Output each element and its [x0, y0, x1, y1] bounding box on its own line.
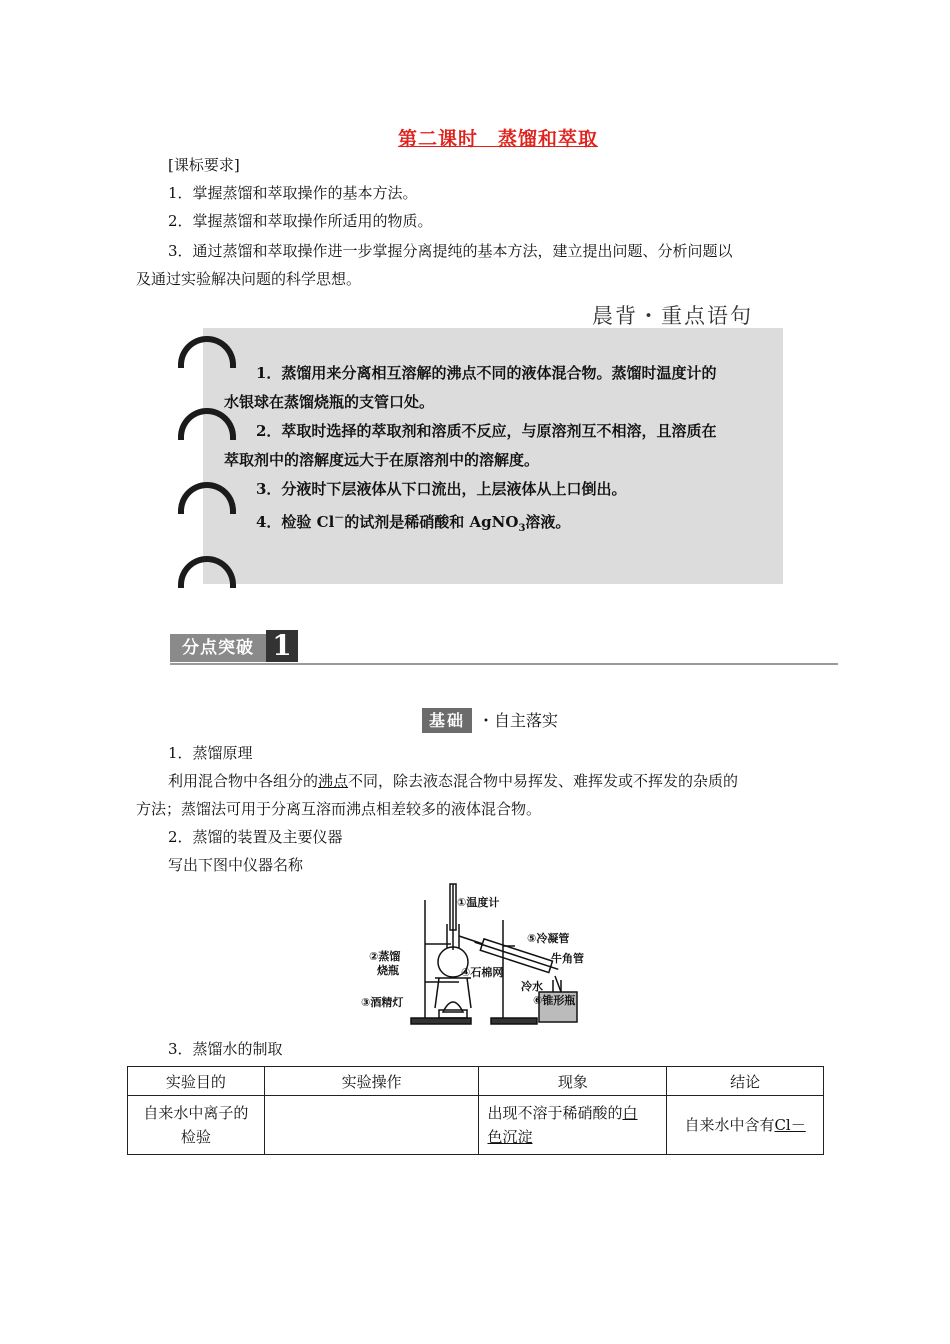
- morning-recite-banner: 晨背・重点语句: [592, 304, 753, 328]
- distillation-apparatus-diagram: [355, 880, 595, 1030]
- label-condenser: ⑤冷凝管: [527, 932, 570, 945]
- section-badge: 分点突破: [170, 634, 266, 662]
- key-sentence-4: 4．检验 Cl－的试剂是稀硝酸和 AgNO$_3$溶液。: [256, 513, 571, 534]
- experiment-table: [127, 1066, 824, 1155]
- requirement-item-3: 3．通过蒸馏和萃取操作进一步掌握分离提纯的基本方法，建立提出问题、分析问题以: [168, 242, 733, 260]
- label-lamp: ③酒精灯: [361, 996, 404, 1009]
- label-adapter: 牛角管: [551, 952, 584, 965]
- paragraph-principle: 利用混合物中各组分的沸点不同，除去液态混合物中易挥发、难挥发或不挥发的杂质的: [168, 772, 739, 790]
- label-erlenmeyer: ⑥锥形瓶: [533, 994, 576, 1007]
- requirement-item-2: 2．掌握蒸馏和萃取操作所适用的物质。: [168, 212, 433, 230]
- requirement-item-3-cont: 及通过实验解决问题的科学思想。: [136, 270, 362, 288]
- table-row: [128, 1096, 824, 1155]
- label-flask-2: 烧瓶: [377, 964, 399, 977]
- table-header-phenomenon: 现象: [479, 1067, 667, 1096]
- key-sentence-3: 3．分液时下层液体从下口流出，上层液体从上口倒出。: [256, 480, 627, 498]
- table-header-conclusion: 结论: [667, 1067, 824, 1096]
- page-title: 第二课时 蒸馏和萃取: [397, 128, 598, 150]
- cell-conclusion: 自来水中含有Cl－: [667, 1096, 824, 1155]
- basics-subtitle: ・自主落实: [478, 711, 559, 730]
- requirement-item-1: 1．掌握蒸馏和萃取操作的基本方法。: [168, 184, 418, 202]
- key-sentence-1-cont: 水银球在蒸馏烧瓶的支管口处。: [224, 393, 435, 411]
- table-header-purpose: 实验目的: [128, 1067, 265, 1096]
- section-number: 1: [266, 630, 298, 662]
- cell-phenomenon: 出现不溶于稀硝酸的白 色沉淀: [479, 1096, 667, 1155]
- table-header-row: [128, 1067, 824, 1096]
- label-gauze: ④石棉网: [461, 966, 504, 979]
- cell-operation: [264, 1096, 479, 1155]
- table-header-operation: 实验操作: [264, 1067, 479, 1096]
- heading-apparatus: 2．蒸馏的装置及主要仪器: [168, 828, 343, 846]
- key-sentence-1: 1．蒸馏用来分离相互溶解的沸点不同的液体混合物。蒸馏时温度计的: [256, 364, 717, 382]
- label-cold-water: 冷水: [521, 980, 543, 993]
- heading-distillation-principle: 1．蒸馏原理: [168, 744, 253, 762]
- label-thermometer: ①温度计: [457, 896, 500, 909]
- section-divider: [170, 663, 838, 665]
- cell-purpose: 自来水中离子的 检验: [128, 1096, 265, 1155]
- paragraph-apparatus: 写出下图中仪器名称: [168, 856, 304, 874]
- basics-badge: 基础: [422, 708, 472, 733]
- requirements-heading: [课标要求]: [168, 156, 240, 174]
- key-sentence-2: 2．萃取时选择的萃取剂和溶质不反应，与原溶剂互不相溶，且溶质在: [256, 422, 717, 440]
- heading-distilled-water: 3．蒸馏水的制取: [168, 1040, 283, 1058]
- label-flask-1: ②蒸馏: [369, 950, 401, 963]
- paragraph-principle-cont: 方法；蒸馏法可用于分离互溶而沸点相差较多的液体混合物。: [136, 800, 542, 818]
- key-sentence-2-cont: 萃取剂中的溶解度远大于在原溶剂中的溶解度。: [224, 451, 540, 469]
